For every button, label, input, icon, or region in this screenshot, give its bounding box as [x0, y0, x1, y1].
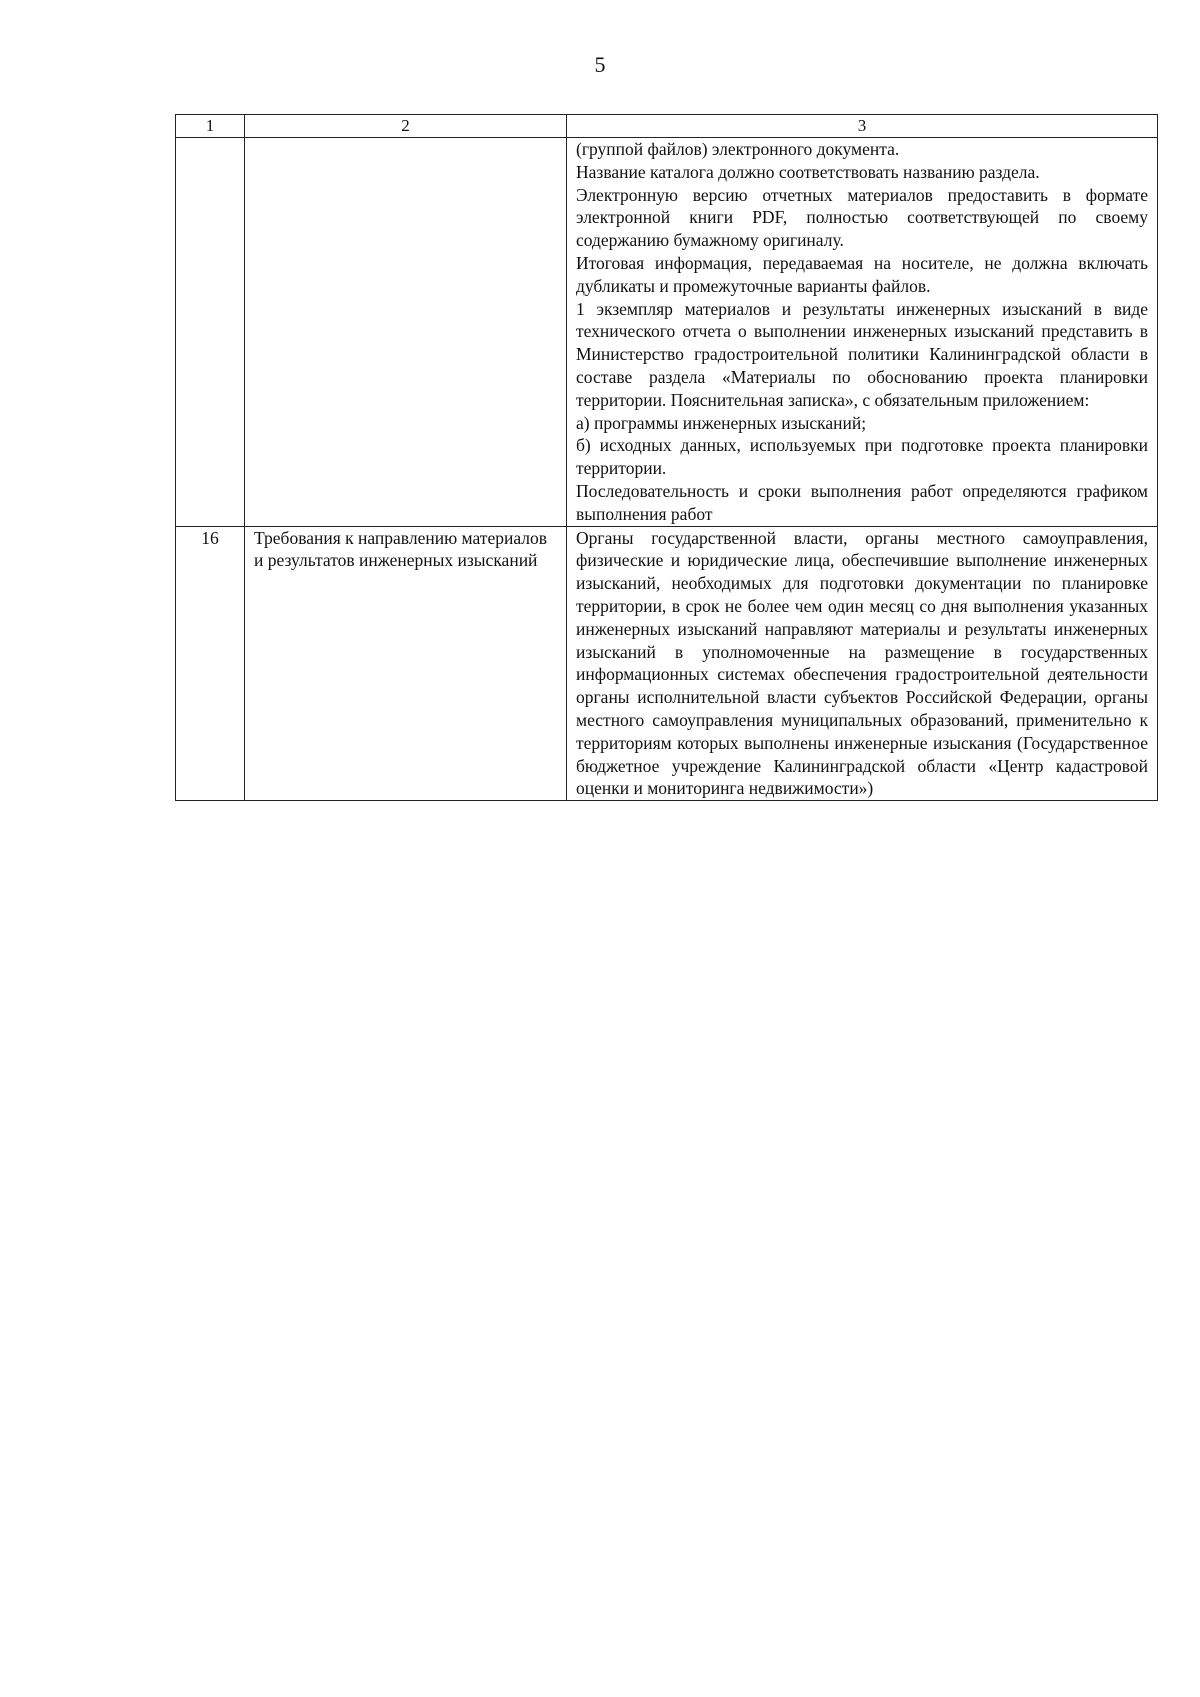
content-paragraph: Органы государственной власти, органы местного самоуправления, физические и юридические лица, обеспечившие выполнение инженерных изысканий, необходимых для подготовки документации по планировке территории, в срок не более чем один месяц со дня выполнения указанных инженерных изысканий направляют материалы и результаты инженерных изысканий в уполномоченные на размещение в государственных информационных системах обеспечения градостроительной деятельности органы исполнительной власти субъектов Российской Федерации, органы местного самоуправления муниципальных образований, применительно к территориям которых выполнены инженерные изыскания (Государственное бюджетное учреждение Калининградской области «Центр кадастровой оценки и мониторинга недвижимости»)	[576, 527, 1148, 799]
table-row	[176, 526, 1158, 801]
requirements-table	[175, 114, 1158, 801]
row-number-cell	[176, 138, 245, 527]
row-content-cell	[567, 526, 1158, 801]
table-row	[176, 138, 1158, 527]
content-paragraph: (группой файлов) электронного документа.	[576, 139, 900, 159]
content-paragraph: а) программы инженерных изысканий;	[576, 412, 867, 433]
content-paragraph: Последовательность и сроки выполнения работ определяются графиком выполнения работ	[576, 480, 1148, 524]
content-paragraph: 1 экземпляр материалов и результаты инженерных изысканий в виде технического отчета о выполнении инженерных изысканий представить в Министерство градостроительной политики Калининградской области в составе раздела «Материалы по обоснованию проекта планировки территории. Пояснительная записка», с обязательным приложением:	[576, 298, 1148, 410]
column-header: 2	[245, 115, 567, 138]
content-paragraph: б) исходных данных, используемых при подготовке проекта планировки территории.	[576, 435, 1148, 479]
column-header: 3	[567, 115, 1158, 138]
content-paragraph: Название каталога должно соответствовать названию раздела.	[576, 161, 1040, 182]
row-name-cell: Требования к направлению материалов и результатов инженерных изысканий	[245, 526, 567, 801]
content-paragraph: Итоговая информация, передаваемая на носителе, не должна включать дубликаты и промежуточные варианты файлов.	[576, 252, 1148, 296]
column-header: 1	[176, 115, 245, 138]
row-number-cell: 16	[176, 526, 245, 801]
page-number: 5	[594, 52, 606, 77]
content-paragraph: Электронную версию отчетных материалов предоставить в формате электронной книги PDF, полностью соответствующей по своему содержанию бумажному оригиналу.	[576, 184, 1148, 251]
row-name-cell	[245, 138, 567, 527]
row-content-cell	[567, 138, 1158, 527]
table-header-row	[176, 115, 1158, 138]
